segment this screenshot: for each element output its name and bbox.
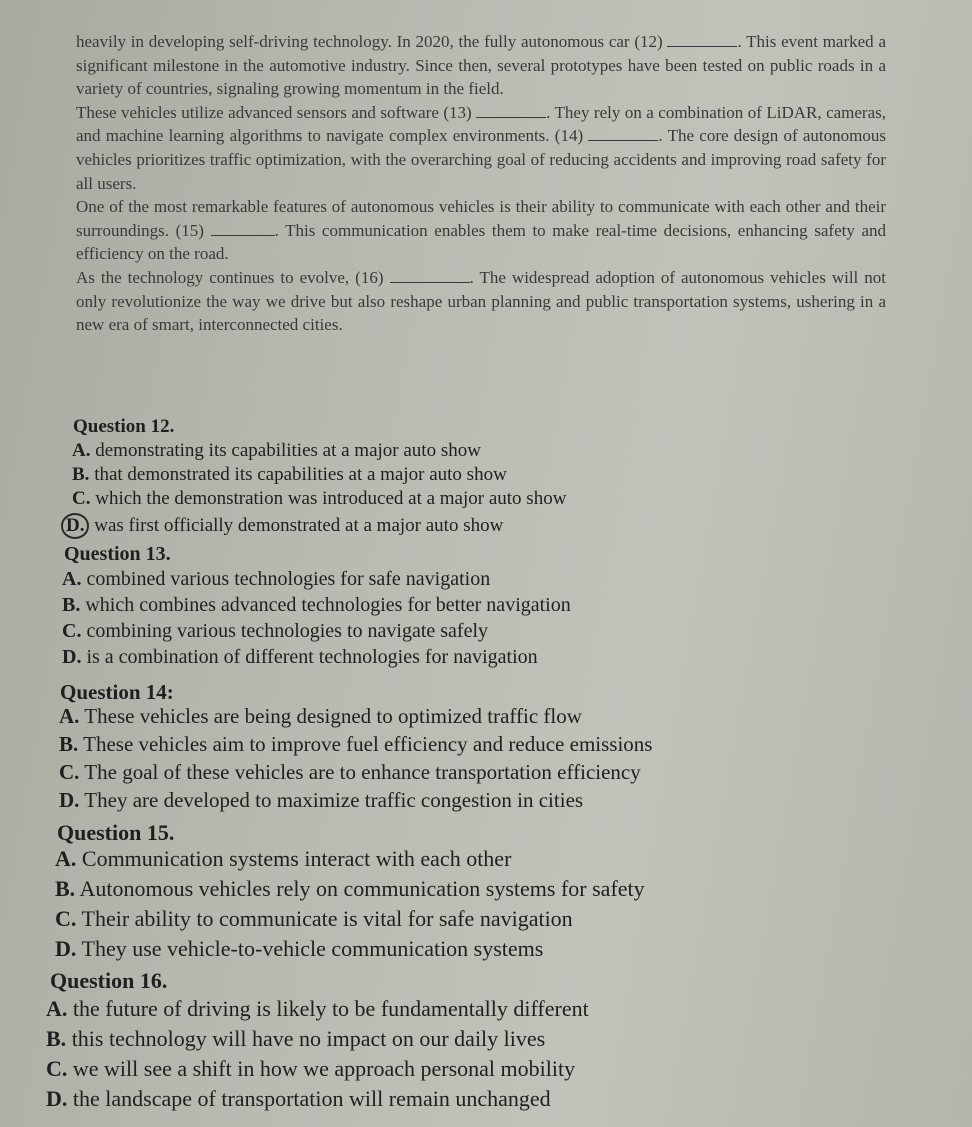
option-text: Their ability to communicate is vital for safe navigation: [81, 906, 573, 931]
question-15-option-d[interactable]: [55, 936, 543, 962]
option-text: which combines advanced technologies for better navigation: [85, 594, 571, 616]
option-letter: C.: [55, 906, 77, 931]
question-13-option-d[interactable]: [62, 646, 538, 669]
option-letter: B.: [62, 594, 81, 616]
option-text: They use vehicle-to-vehicle communication systems: [81, 936, 544, 961]
passage-text: . The widespread adoption of autonomous vehicles will not only revolutionize the way we drive but also reshape urban planning and public transportation systems, ushering in a new era of smart, interconnected cities.: [76, 267, 887, 335]
question-13-title: Question 13.: [64, 543, 171, 565]
selected-answer-circle: D.: [61, 513, 89, 539]
question-12-option-b[interactable]: [72, 464, 507, 486]
option-letter: B.: [46, 1026, 67, 1051]
option-text: the future of driving is likely to be fundamentally different: [72, 996, 589, 1021]
question-14-title: Question 14:: [60, 680, 174, 704]
question-13-option-a[interactable]: [62, 568, 490, 591]
option-text: combining various technologies to navigate safely: [86, 620, 489, 642]
option-letter: C.: [72, 488, 91, 509]
question-15-title: Question 15.: [57, 820, 175, 845]
option-text: Autonomous vehicles rely on communication systems for safety: [79, 876, 645, 901]
option-text: These vehicles are being designed to optimized traffic flow: [84, 704, 582, 728]
passage-text: These vehicles utilize advanced sensors and software (13): [76, 102, 472, 122]
passage-text: One of the most remarkable features of autonomous vehicles is their ability to communicate with each other and their surroundings. (15): [76, 197, 886, 240]
question-14-option-a[interactable]: [59, 704, 582, 729]
option-letter: D.: [62, 646, 82, 668]
question-12-option-d[interactable]: [66, 513, 503, 539]
option-letter: B.: [59, 732, 79, 756]
passage-text: . The core design of autonomous vehicles prioritizes traffic optimization, with the overarching goal of reducing accidents and improving road safety for all users.: [76, 126, 886, 193]
passage-text: . They rely on a combination of LiDAR, cameras, and machine learning algorithms to navigate complex environments. (14): [76, 102, 887, 146]
option-text: The goal of these vehicles are to enhance transportation efficiency: [84, 760, 641, 784]
option-text: combined various technologies for safe navigation: [86, 568, 491, 590]
option-letter: A.: [62, 568, 82, 590]
question-15-option-c[interactable]: [55, 906, 573, 932]
option-text: Communication systems interact with each other: [81, 846, 512, 871]
question-12-option-a[interactable]: [72, 440, 481, 462]
option-letter: D.: [46, 1086, 68, 1111]
option-text: that demonstrated its capabilities at a major auto show: [94, 464, 507, 485]
question-14-option-b[interactable]: [59, 732, 652, 757]
question-16-option-b[interactable]: [46, 1026, 545, 1052]
option-letter: C.: [62, 620, 82, 642]
question-16-option-d[interactable]: [46, 1086, 551, 1112]
passage-text: heavily in developing self-driving technology. In 2020, the fully autonomous car (12): [76, 32, 663, 51]
question-12-option-c[interactable]: [72, 488, 566, 510]
option-letter: A.: [72, 440, 91, 461]
question-14-option-d[interactable]: [59, 788, 583, 813]
option-letter: D.: [59, 788, 80, 812]
option-text: this technology will have no impact on our daily lives: [71, 1026, 546, 1051]
option-letter: B.: [72, 464, 90, 485]
question-15-option-b[interactable]: [55, 876, 645, 902]
option-text: the landscape of transportation will remain unchanged: [72, 1086, 551, 1111]
question-15-option-a[interactable]: [55, 846, 511, 872]
option-letter: B.: [55, 876, 76, 901]
option-text: was first officially demonstrated at a major auto show: [94, 515, 504, 536]
question-16-title: Question 16.: [50, 968, 168, 993]
question-16-option-c[interactable]: [46, 1056, 575, 1082]
passage-text: . This event marked a significant milestone in the automotive industry. Since then, several prototypes have been tested on public roads in a variety of countries, signaling growing momentum in the field.: [76, 32, 886, 99]
question-14-option-c[interactable]: [59, 760, 641, 785]
option-text: They are developed to maximize traffic congestion in cities: [84, 788, 584, 812]
option-letter: D.: [55, 936, 77, 961]
option-text: is a combination of different technologies for navigation: [86, 646, 538, 668]
option-text: These vehicles aim to improve fuel efficiency and reduce emissions: [83, 732, 653, 756]
option-letter: A.: [59, 704, 80, 728]
option-letter: C.: [59, 760, 80, 784]
question-12-title: Question 12.: [73, 416, 175, 437]
option-text: demonstrating its capabilities at a major auto show: [95, 440, 481, 461]
option-letter: A.: [46, 996, 68, 1021]
question-13-option-b[interactable]: [62, 594, 571, 617]
passage-text: . This communication enables them to make real-time decisions, enhancing safety and efficiency on the road.: [76, 220, 886, 264]
question-16-option-a[interactable]: [46, 996, 589, 1022]
option-text: we will see a shift in how we approach personal mobility: [72, 1056, 576, 1081]
option-letter: A.: [55, 846, 77, 871]
option-letter: C.: [46, 1056, 68, 1081]
passage-text: As the technology continues to evolve, (16): [76, 267, 384, 287]
question-13-option-c[interactable]: [62, 620, 488, 643]
option-text: which the demonstration was introduced at a major auto show: [95, 488, 567, 509]
